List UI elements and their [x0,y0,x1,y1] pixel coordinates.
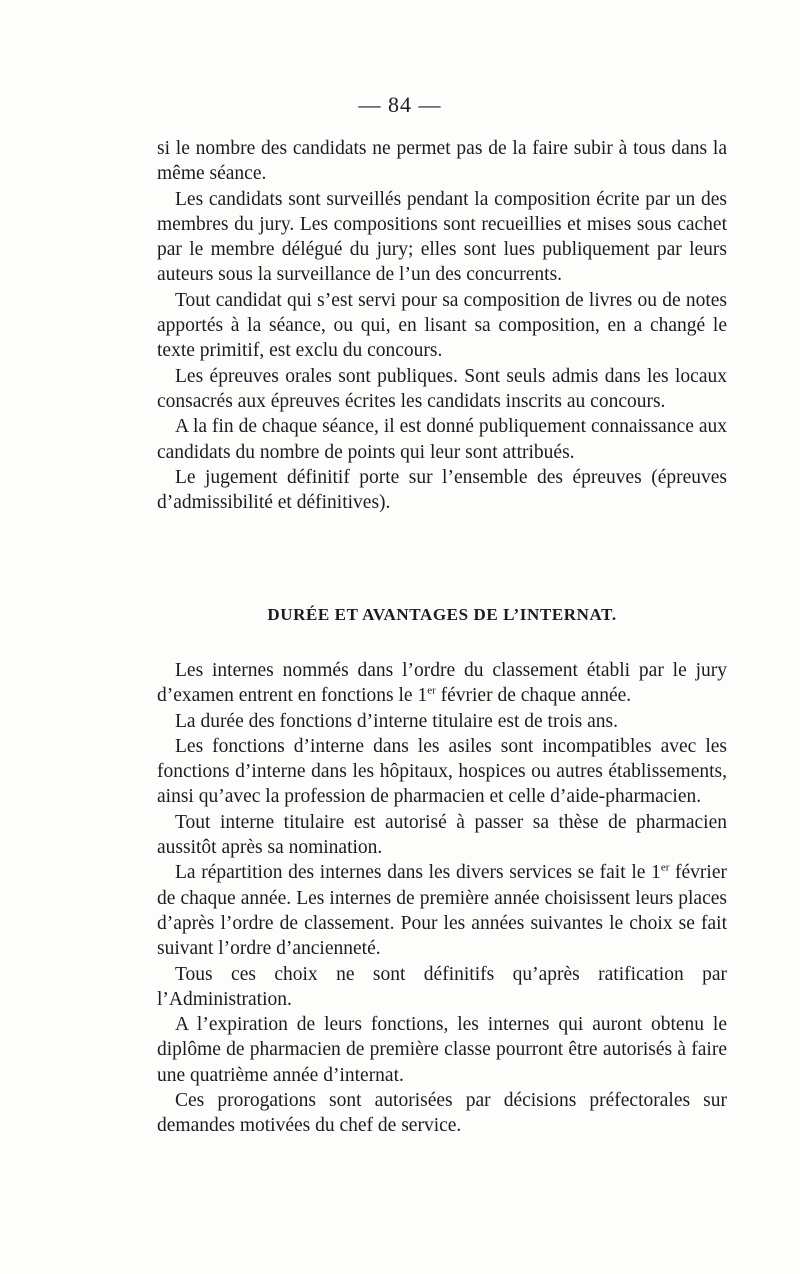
paragraph: A la fin de chaque séance, il est donné publiquement connaissance aux candidats du nombre de points qui leur sont attribués. [157,416,727,463]
paragraph-text: février de chaque année. [435,685,632,707]
paragraph [157,860,727,961]
paragraph-text: Les internes nommés dans l’ordre du classement établi par le jury d’examen entrent en fonctions le 1 [157,660,727,707]
paragraph: Les épreuves orales sont publiques. Sont seuls admis dans les locaux consacrés aux épreuves écrites les candidats inscrits au concours. [157,365,727,412]
paragraph [157,658,727,709]
paragraph: Ces prorogations sont autorisées par décisions préfectorales sur demandes motivées du chef de service. [157,1090,727,1137]
ordinal-superscript: er [427,684,436,697]
paragraph: Tout interne titulaire est autorisé à passer sa thèse de pharmacien aussitôt après sa nomination. [157,811,727,859]
section-2-text [157,658,727,1139]
paragraph: Tous ces choix ne sont définitifs qu’après ratification par l’Administration. [157,963,727,1010]
paragraph: si le nombre des candidats ne permet pas de la faire subir à tous dans la même séance. [157,138,727,185]
paragraph: Tout candidat qui s’est servi pour sa composition de livres ou de notes apportés à la séance, ou qui, en lisant sa composition, en a changé le texte primitif, est exclu du concours. [157,289,727,362]
paragraph-text: février de chaque année. Les internes de première année choisissent leurs places d’après l’ordre de classement. Pour les années suivantes le choix se fait suivant l’ordre d’ancienneté. [157,862,727,960]
section-1-text [157,136,727,515]
paragraph: Le jugement définitif porte sur l’ensemble des épreuves (épreuves d’admissibilité et définitives). [157,466,727,514]
ordinal-superscript: er [660,861,670,874]
paragraph: Les fonctions d’interne dans les asiles sont incompatibles avec les fonctions d’interne dans les hôpitaux, hospices ou autres établissements, ainsi qu’avec la profession de pharmacien et celle d’aide-pharmacien. [157,735,727,808]
section-heading: DURÉE ET AVANTAGES DE L’INTERNAT. [267,605,617,624]
paragraph-text: La répartition des internes dans les divers services se fait le 1 [175,862,661,884]
paragraph: Les candidats sont surveillés pendant la composition écrite par un des membres du jury. Les compositions sont recueillies et mises sous cachet par le membre délégué du jury; elles sont lues publiquement par leurs auteurs sous la surveillance de l’un des concurrents. [157,188,727,286]
page-number: — 84 — [358,92,442,117]
paragraph: La durée des fonctions d’interne titulaire est de trois ans. [175,710,618,732]
paragraph: A l’expiration de leurs fonctions, les internes qui auront obtenu le diplôme de pharmacien de première classe pourront être autorisés à faire une quatrième année d’internat. [157,1014,727,1086]
